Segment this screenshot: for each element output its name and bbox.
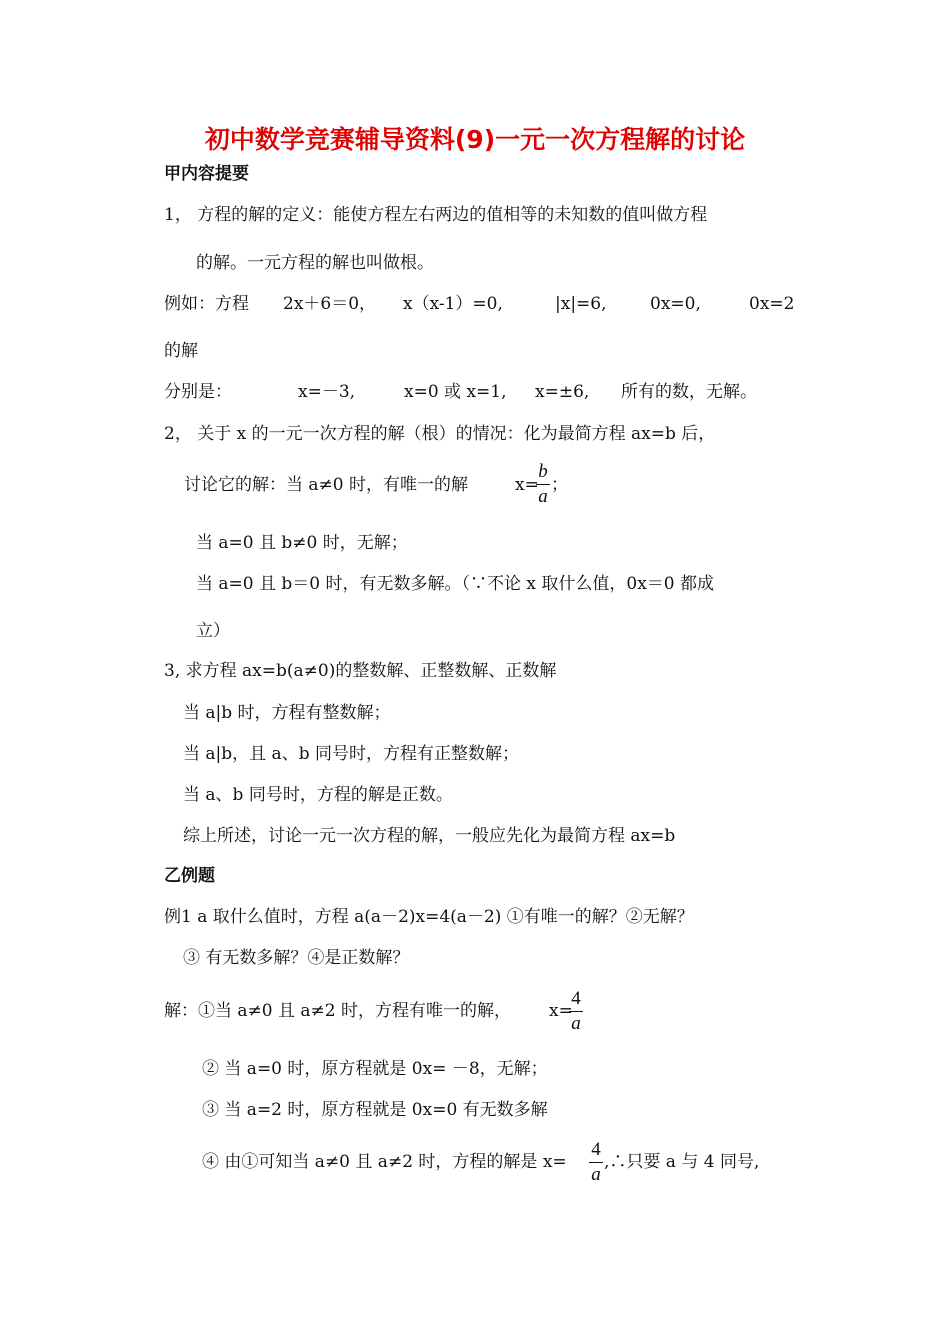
point-2-x-equals: x= (515, 475, 539, 495)
solution-step-2: ② 当 a=0 时，原方程就是 0x= －8，无解； (202, 1059, 548, 1079)
fraction-denominator: a (591, 1164, 601, 1185)
example-equation-3: |x|=6, (555, 294, 607, 314)
point-3-line-5: 综上所述，讨论一元一次方程的解，一般应先化为最简方程 ax=b (183, 826, 676, 846)
solution-step-4: ④ 由①可知当 a≠0 且 a≠2 时，方程的解是 x= (202, 1152, 567, 1172)
fraction-bar (536, 484, 550, 485)
example-equation-5: 0x=2 (749, 294, 795, 314)
fraction-denominator: a (571, 1013, 581, 1034)
solution-2: x=0 或 x=1, (404, 382, 507, 402)
section-heading-summary: 甲内容提要 (164, 164, 249, 184)
example-equation-1: 2x＋6＝0， (283, 294, 377, 314)
point-3-line-4: 当 a、b 同号时，方程的解是正数。 (183, 785, 453, 805)
point-2-line-4: 当 a=0 且 b＝0 时，有无数多解。（∵不论 x 取什么值，0x＝0 都成 (196, 574, 715, 594)
fraction-bar (569, 1011, 583, 1012)
solution-4: 所有的数，无解。 (621, 382, 757, 402)
solution-step-1: 解：①当 a≠0 且 a≠2 时，方程有唯一的解， (164, 1001, 512, 1021)
fraction-4-over-a-2 (589, 1139, 603, 1186)
solution-1: x=－3, (298, 382, 356, 402)
point-2-semicolon: ； (551, 475, 568, 495)
fraction-bar (589, 1162, 603, 1163)
point-1-line-2: 的解。一元方程的解也叫做根。 (196, 253, 434, 273)
example-label: 例如：方程 (164, 294, 249, 314)
solution-step-3: ③ 当 a=2 时，原方程就是 0x=0 有无数多解 (202, 1100, 548, 1120)
solutions-label: 分别是： (164, 382, 232, 402)
solution-step-1-x-equals: x= (549, 1001, 573, 1021)
point-2-line-3: 当 a=0 且 b≠0 时，无解； (196, 533, 408, 553)
point-3-line-1: 3, 求方程 ax=b(a≠0)的整数解、正整数解、正数解 (164, 661, 557, 681)
point-3-line-2: 当 a|b 时，方程有整数解； (183, 703, 391, 723)
example-1-line-1: 例1 a 取什么值时，方程 a(a－2)x=4(a－2) ①有唯一的解？②无解？ (164, 907, 694, 927)
fraction-denominator: a (538, 486, 548, 507)
point-2-line-5: 立） (196, 621, 230, 641)
fraction-numerator: 4 (591, 1139, 601, 1160)
fraction-numerator: 4 (571, 988, 581, 1009)
section-heading-examples: 乙例题 (164, 866, 215, 886)
solution-3: x=±6, (535, 382, 590, 402)
example-equation-4: 0x=0, (650, 294, 701, 314)
point-3-line-3: 当 a|b，且 a、b 同号时，方程有正整数解； (183, 744, 519, 764)
fraction-numerator: b (538, 461, 548, 482)
example-tail: 的解 (164, 341, 198, 361)
document-title: 初中数学竞赛辅导资料(9)一元一次方程解的讨论 (204, 125, 746, 154)
point-1-line-1: 1， 方程的解的定义：能使方程左右两边的值相等的未知数的值叫做方程 (164, 205, 708, 225)
point-2-line-2: 讨论它的解：当 a≠0 时，有唯一的解 (184, 475, 469, 495)
point-2-line-1: 2， 关于 x 的一元一次方程的解（根）的情况：化为最简方程 ax=b 后， (164, 424, 716, 444)
fraction-b-over-a (536, 461, 550, 508)
fraction-4-over-a-1 (569, 988, 583, 1035)
example-1-line-2: ③ 有无数多解？④是正数解？ (183, 948, 410, 968)
solution-step-4-tail: ,∴只要 a 与 4 同号, (604, 1152, 760, 1172)
example-equation-2: x（x-1）=0, (403, 294, 503, 314)
